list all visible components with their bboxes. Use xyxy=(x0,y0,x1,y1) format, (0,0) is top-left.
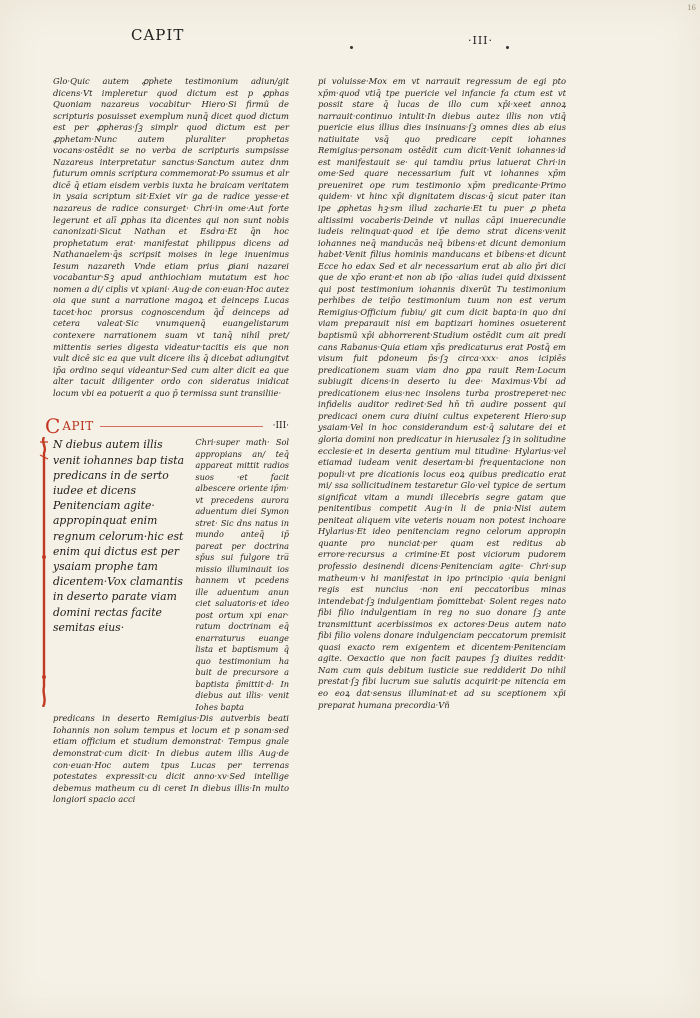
ornament-dot xyxy=(506,46,509,49)
gospel-text-block xyxy=(53,437,190,713)
right-text-column xyxy=(318,76,566,711)
gloss-paragraph-top: Glo·Quic autem ꝓphete testimonium adiun/git dicens·Vt impleretur quod dictum est p ꝓphas Quoniam nazareus vocabitur· Hiero·Si firmũ de scripturis posuisset exemplum nunq̄ dicet quod dictum est per ꝓpheras·ſꝫ simplr quod dictum est per ꝓphetam·Nunc autem pluraliter prophetas vocans·ostēdit se no verba de scripturis sumpsisse Nazareus interpretatur sanctus·Sanctum autez dnm futurum omnis scriptura commemorat·Po ssumus et alr dicē q̄ etiam eisdem verbis iuxta he braicam veritatem in ysaia scriptum sit·Exiet vir ga de radice yesse·et nazareus de radice consurget· Chri·in ome·Aut forte legerunt et alī ꝑphas ita dicentes qui non sunt nobis canonizati·Sicut Nathan et Esdra·Et q̄n hoc prophetatum erat· manifestat philippus dicens ad Nathanaelem·q̄s scripsit moises in lege inuenimus Iesum nazareth Vnde etiam prius ꝑiani nazarei vocabantur·Sꝫ apud anthiochiam mutatum est hoc nomen a di/ ciplis vt xpiani· Aug·de con·euan·Hoc autez oia que sunt a narratione magoꝝ et deinceps Lucas tacet·hoc prorsus cognoscendum q̄d̄ deinceps ad cetera valeat·Sic vnumquenq̄ euangelistarum contexere narrationem suam vt tanq̄ nihil pret/ mittentis series digesta videatur·tacitis eis que non vult dicē sic ea que vult dicere ilis q̄ dicebat adiungitvt ip̄a ordino sequi videantur·Sed cum alter dicit ea que alter tacuit diligenter ordo con sideratus inidicat locum vbi ea potuerit a quo p̄ termissa sunt transiliie· xyxy=(53,76,289,398)
left-text-column xyxy=(45,76,289,806)
chapter-initial: C xyxy=(45,414,61,439)
page-corner-mark: 16 xyxy=(687,4,696,12)
gospel-text: N diebus autem illis venit iohannes bap tista predicans in de serto iudee et dicens Penitenciam agite· appropinquat enim regnum celorum·hic est enim qui dictus est per ysaiam prophe tam dicentem·Vox clamantis in deserto parate viam domini rectas facite semitas eius· xyxy=(53,438,185,634)
gloss-paragraph-bottom: predicans in deserto Remigius·Dis autverbis beati Iohannis non solum tempus et locum et p sonam·sed etiam officium et studium demonstrat· Tempus gnale demonstrat·cum dicit· In diebus autem illis Aug·de con·euan·Hoc autem tpus Lucas per terrenas potestates expressit·cu dicit anno·xv·Sed intellige debemus matheum cu di ceret In diebus illis·In multo longiori spacio acci xyxy=(53,713,289,805)
red-initial-i-icon xyxy=(39,437,49,707)
running-head-left: CAPIT xyxy=(131,26,185,44)
gloss-side-block: Chri·super math· Sol appropians an/ teq̄ appareat mittit radios suos ·et facit albescere oriente ip̄m· vt precedens aurora aduentum diei Symon stret· Sic dns natus in mundo anteq̄ ip̄ pareat per doctrina sp̄us sui fulgore tra̅ missio illuminauit ios hannem vt pcedens ille aduentum anun ciet saluatoris·et ideo post ortum xpi enar· ratum doctrinam eq̄ enarraturus euange lista et baptismum q̄ quo testimonium ha buit de precursore a baptista p̄mittit·d· In diebus aut illis· venit Iohes bapta xyxy=(195,437,289,712)
text-and-gloss-block xyxy=(53,437,289,713)
ornament-dot xyxy=(350,46,353,49)
red-rule xyxy=(100,426,263,427)
chapter-heading xyxy=(45,414,289,439)
running-head-right: ·III· xyxy=(468,34,494,47)
chapter-number: ·III· xyxy=(272,420,289,431)
chapter-label: APIT xyxy=(62,418,94,433)
gloss-paragraph-right: pi voluisse·Mox em vt narrauit regressum de egi pto xp̄m·quod vtiq̄ tpe puericie vel infancie fa ctum est vt possit stare q̄ lucas de illo cum xp̄i·xeet annoꝝ narrauit·continuo intulit·In diebus autez illis non vtiq̄ puericie eius illius dies insinuans·ſꝫ omnes dies ab eius natiuitate vsq̄ quo predicare cepit iohannes Remigius·personam ostēdit cum dicit·Venit iohannes·id est manifestauit se· qui tamdiu prius latuerat Chri·in ome·Sed quare necessarium fuit vt iohannes xp̄m preueniret ope rum testimonio xp̄m predicante·Primo quidem· vt hinc xp̄i dignitatem discas·q̄ sicut pater itan ipe ꝓphetas hꝫ·sm illud zacharie·Et tu puer ꝓ pheta altissimi vocaberis·Deinde vt nullas cāpi inuerecundie iudeis relinquat·quod et ip̄e demo strat dicens·venit iohannes neq̄ manducās neq̄ bibens·et dicunt demonium habet·Venit filius hominis manducans et bibens·et dicunt Ecce ho edax Sed et alr necessarium erat ab alio p̄ri dici que de xp̄o erant·et non ab ip̄o ·alias iudei quid dixissent qui post testimonium iohannis dixerũt Tu testimonium perhibes de teip̄o testimonium tuum non est verum Remigius·Officium fubiu/ git cum dicit bapta·in quo dni viam preparauit nisi em baptizari homines osueterent baptismũ xp̄i abhorrerent·Studium ostēdit cum ait predi cans Rabanus·Quia etiam xp̄s predicaturus erat Postq̄ em visum fuit pdoneum p̄s·ſꝫ circa·xxx· anos icipiēs predicationem suam viam dno ꝑpa rauit Rem·Locum subiugit dicens·in deserto iu dee· Maximus·Vbi ad predicationem eius·nec insolens turba prostreperet·nec infidelis auditor rediret·Sed hn̄ tn̄ audire possent qui predicaci onem cura diuini cultus expeterent Hiero·sup ysaiam·Vel in hoc considerandum est·q̄ salutare dei et gloria domini non predicatur in hierusalez ſꝫ in solitudine ecclesie·et in deserta gentium mul titudine· Hylarius·vel etiamad iudeam venit desertam·bi frequentacione non populi·vt pre dicationis locus eoꝝ quibus predicatio erat mi/ ssa sollicitudinem testaretur Glo·vel typice de sertum significat vitam a mundi illecebris segre gatam que penitentibus competit Aug·in li de pnia·Nisi autem peniteat aliquem vite veteris nouam non potest inchoare Hylarius·Et ideo penitenciam regno celorum appropin quante pro nunciat·per quam est reditus ab errore·recursus a crimine·Et post viciorum pudorem professio desinendi dicens·Penitenciam agite· Chri·sup matheum·v hi manifestat in ipo principio ·quia benigni regis est nuncius ·non eni peccatoribus minas intendebat·ſꝫ indulgentiam p̄omittebat· Solent reges nato fibi filio indulgentiam in reg no suo donare ſꝫ ante transmittunt acerbissimos ex actores·Deus autem nato fibi filio volens donare indulgenciam peccatorum premisit quasi exacto rem exigentem et dicentem·Penitenciam agite. Oexactio que non facit paupes ſꝫ diuites reddit· Nam cum quis debitum iusticie sue reddiderit Do nihil prestat·ſꝫ fibi lucrum sue salutis acquirit·pe nitencia em eo eoꝝ dat·sensus illuminat·et ad su sceptionem xp̄i preparat humana precordia·Vñ xyxy=(318,76,566,710)
